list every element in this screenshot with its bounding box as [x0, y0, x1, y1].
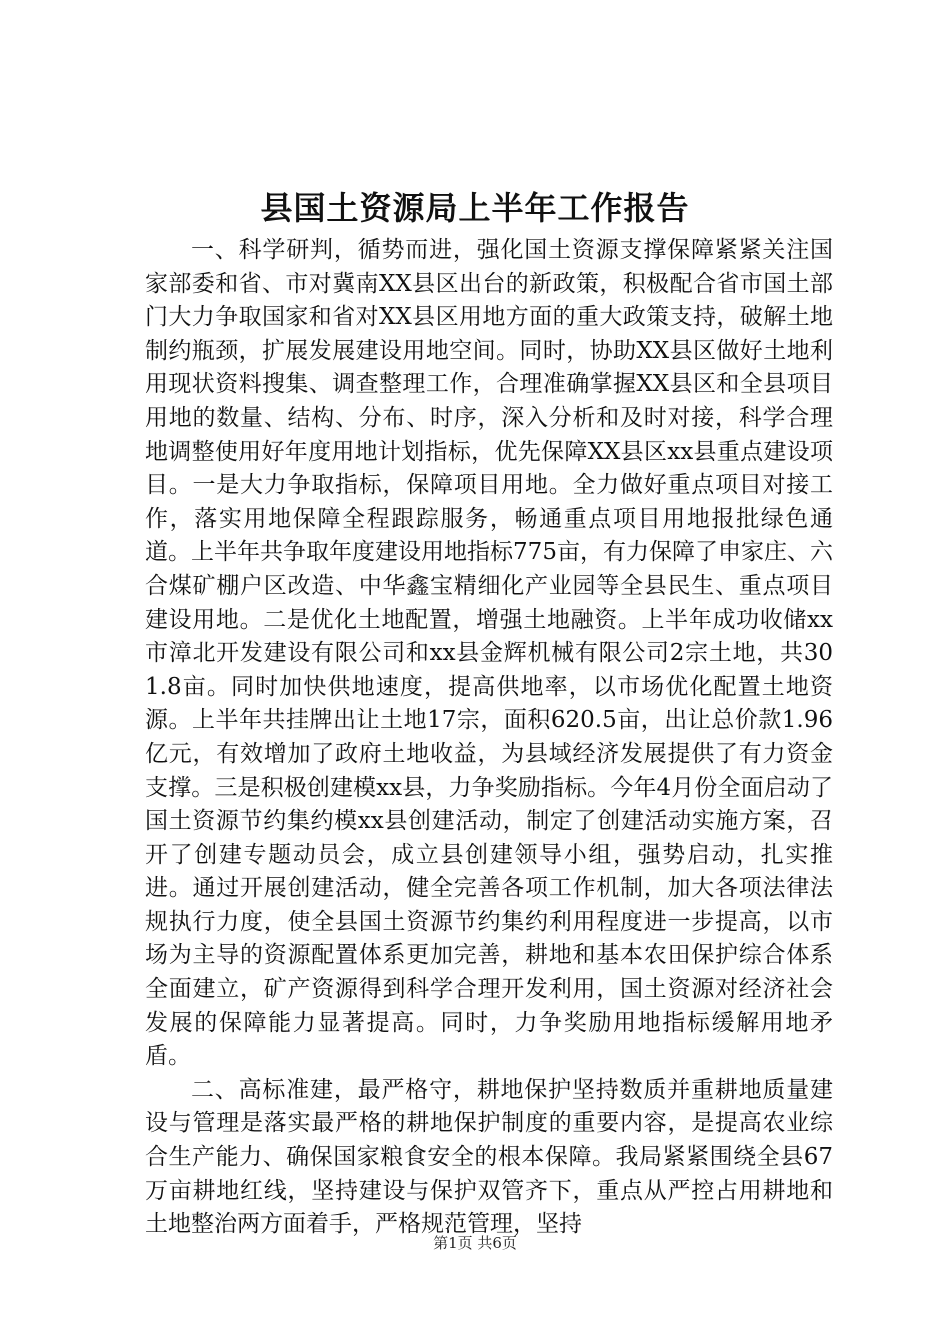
- paragraph-2: 二、高标准建，最严格守，耕地保护坚持数质并重耕地质量建设与管理是落实最严格的耕地保护制度的重要内容，是提高农业综合生产能力、确保国家粮食安全的根本保障。我局紧紧围绕全县67万亩耕地红线，坚持建设与保护双管齐下，重点从严控占用耕地和土地整治两方面着手，严格规范管理，坚持: [145, 1076, 833, 1238]
- document-body: [145, 234, 833, 1242]
- paragraph-1: 一、科学研判，循势而进，强化国土资源支撑保障紧紧关注国家部委和省、市对冀南XX县区出台的新政策，积极配合省市国土部门大力争取国家和省对XX县区用地方面的重大政策支持，破解土地制约瓶颈，扩展发展建设用地空间。同时，协助XX县区做好土地利用现状资料搜集、调查整理工作，合理准确掌握XX县区和全县项目用地的数量、结构、分布、时序，深入分析和及时对接，科学合理地调整使用好年度用地计划指标，优先保障XX县区xx县重点建设项目。一是大力争取指标，保障项目用地。全力做好重点项目对接工作，落实用地保障全程跟踪服务，畅通重点项目用地报批绿色通道。上半年共争取年度建设用地指标775亩，有力保障了申家庄、六合煤矿棚户区改造、中华鑫宝精细化产业园等全县民生、重点项目建设用地。二是优化土地配置，增强土地融资。上半年成功收储xx市漳北开发建设有限公司和xx县金辉机械有限公司2宗土地，共301.8亩。同时加快供地速度，提高供地率，以市场优化配置土地资源。上半年共挂牌出让土地17宗，面积620.5亩，出让总价款1.96亿元，有效增加了政府土地收益，为县域经济发展提供了有力资金支撑。三是积极创建模xx县，力争奖励指标。今年4月份全面启动了国土资源节约集约模xx县创建活动，制定了创建活动实施方案，召开了创建专题动员会，成立县创建领导小组，强势启动，扎实推进。通过开展创建活动，健全完善各项工作机制，加大各项法律法规执行力度，使全县国土资源节约集约利用程度进一步提高，以市场为主导的资源配置体系更加完善，耕地和基本农田保护综合体系全面建立，矿产资源得到科学合理开发利用，国土资源对经济社会发展的保障能力显著提高。同时，力争奖励用地指标缓解用地矛盾。: [145, 237, 833, 1070]
- page-footer: 第1页 共6页: [433, 1234, 517, 1252]
- document-title: 县国土资源局上半年工作报告: [260, 189, 690, 227]
